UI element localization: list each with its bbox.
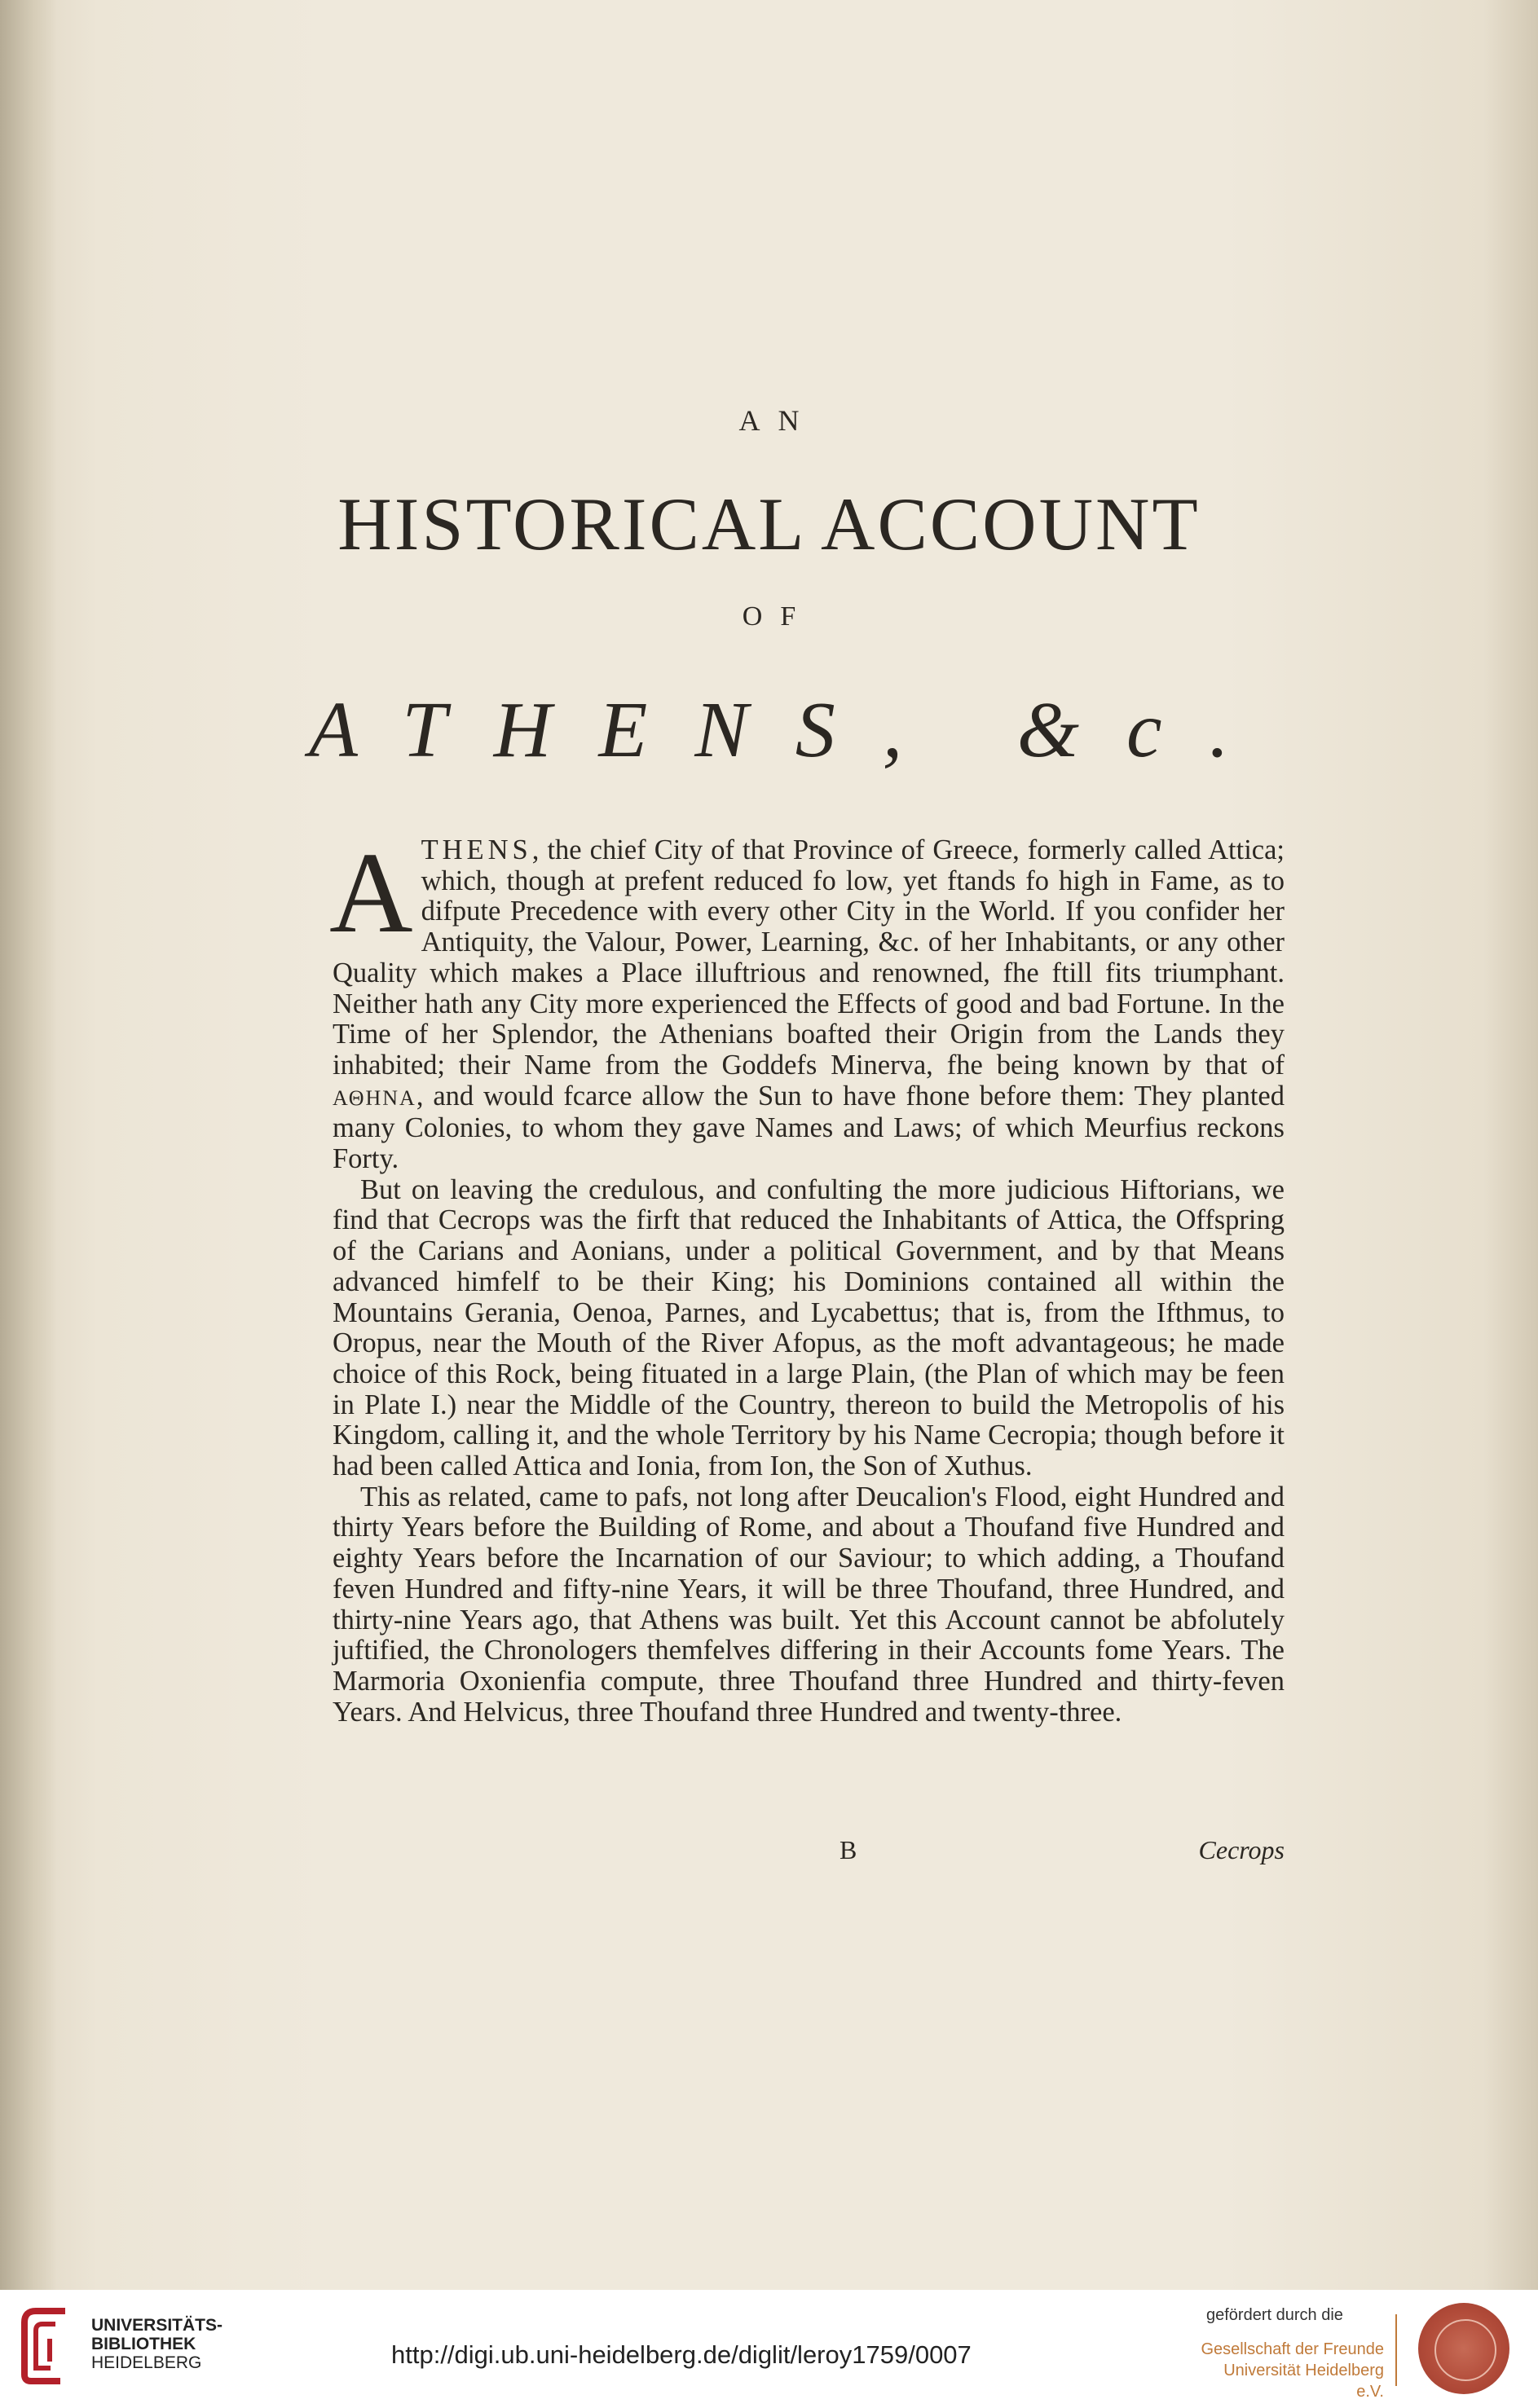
document-url-link[interactable]: http://digi.ub.uni-heidelberg.de/diglit/leroy1759/0007 [391,2340,972,2369]
society-name [1196,2339,1384,2402]
society-name-line1: Gesellschaft der Freunde [1201,2340,1384,2358]
opening-smallcaps: THENS [421,834,532,865]
greek-word: ΑΘΗΝΑ [333,1085,416,1110]
title-main: HISTORICAL ACCOUNT [337,482,1201,566]
footer-bar [0,2290,1538,2408]
funded-by-label: gefördert durch die [1206,2306,1343,2324]
library-name-line1: UNIVERSITÄTS- [91,2316,223,2335]
signature-mark: B [840,1835,857,1864]
paragraph-1-text: , the chief City of that Province of Greece, formerly called Attica; which, though at prefent reduced fo low, yet ftands fo high in Fame, as to difpute Precedence with every other City in the World. If you confider her Antiquity, the Valour, Power, Learning, &c. of her Inhabitants, or any other Quality which makes a Place illuftrious and renowned, fhe ftill fits triumphant. Neither hath any City more experienced the Effects of good and bad Fortune. In the Time of her Splendor, the Athenians boafted their Origin from the Lands they inhabited; their Name from the Goddefs Minerva, fhe being known by that of [333,834,1285,1081]
library-name [91,2316,223,2372]
paragraph-1 [329,828,1285,1175]
drop-cap: A [329,828,413,957]
paragraph-2: But on leaving the credulous, and confulting the more judicious Hiftorians, we find that Cecrops was the firft that reduced the Inhabitants of Attica, the Offspring of the Carians and Aonians, under a political Government, and by that Means advanced himfelf to be their King; his Dominions contained all within the Mountains Gerania, Oenoa, Parnes, and Lycabettus; that is, from the Ifthmus, to Oropus, near the Mouth of the River Afopus, as the moft advantageous; he made choice of this Rock, being fituated in a large Plain, (the Plan of which may be feen in Plate I.) near the Middle of the Country, thereon to build the Metropolis of his Kingdom, calling it, and the whole Territory by his Name Cecropia; though before it had been called Attica and Ionia, from Ion, the Son of Xuthus. [333,1173,1285,1482]
library-name-line3: HEIDELBERG [91,2353,202,2372]
page-gutter-shadow [0,0,57,2290]
paragraph-3: This as related, came to pafs, not long after Deucalion's Flood, eight Hundred and thirty Years before the Building of Rome, and about a Thoufand five Hundred and eighty Years before the Incarnation of our Saviour; to which adding, a Thoufand feven Hundred and fifty-nine Years, it will be three Thoufand, three Hundred, and thirty-nine Years ago, that Athens was built. Yet this Account cannot be abfolutely juftified, the Chronologers themfelves differing in their Accounts fome Years. The Marmoria Oxonienfia compute, three Thoufand three Hundred and thirty-feven Years. And Helvicus, three Thoufand three Hundred and twenty-three. [333,1481,1285,1728]
society-name-line2: Universität Heidelberg e.V. [1223,2362,1384,2401]
title-article: AN [738,404,817,437]
title-preposition: OF [742,601,814,632]
body-text [329,828,1285,1728]
library-name-line2: BIBLIOTHEK [91,2335,196,2353]
university-seal-icon [1418,2303,1509,2394]
paragraph-1-end: , and would fcarce allow the Sun to have fhone before them: They planted many Colonies, to whom they gave Names and Laws; of which Meurfius reckons Forty. [333,1080,1285,1175]
footer-divider [1395,2314,1397,2386]
title-city: ATHENS, &c. [309,686,1276,774]
catchword: Cecrops [1198,1835,1285,1864]
library-logo-icon [18,2306,82,2386]
